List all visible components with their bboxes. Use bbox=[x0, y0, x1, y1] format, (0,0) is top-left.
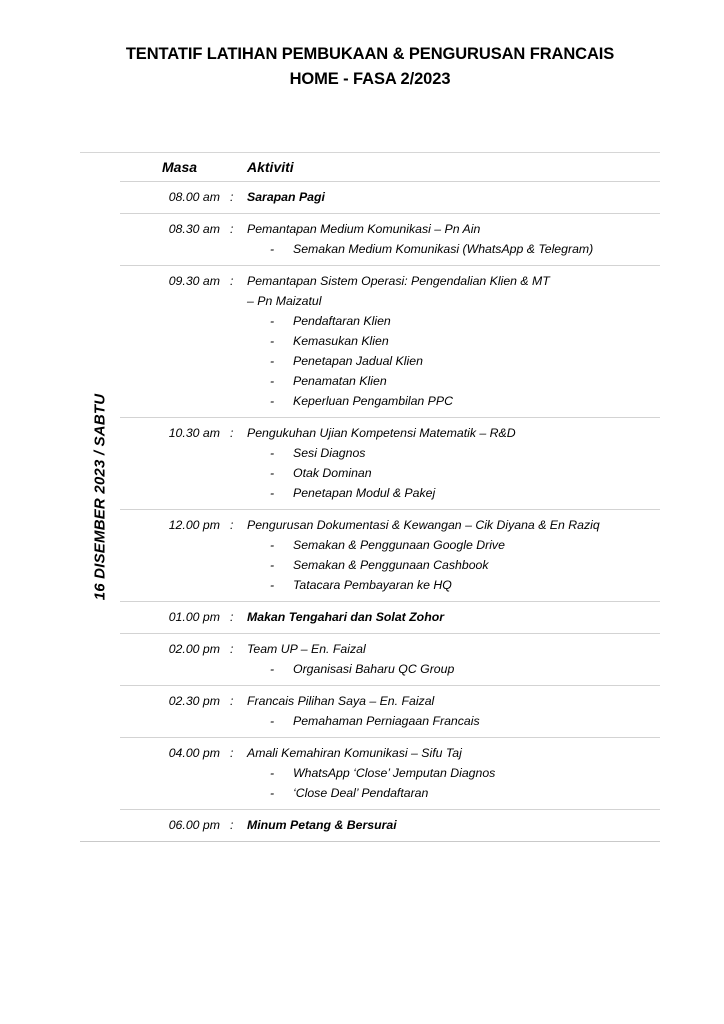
sub-item-label: Pemahaman Perniagaan Francais bbox=[293, 714, 480, 728]
sub-item-label: Penetapan Modul & Pakej bbox=[293, 486, 436, 500]
sub-item-dash-icon: - bbox=[270, 314, 275, 328]
row-sub-items bbox=[247, 443, 660, 503]
row-activity bbox=[247, 815, 660, 835]
table-row bbox=[120, 810, 660, 841]
sub-item-dash-icon: - bbox=[270, 354, 275, 368]
date-label: 16 DISEMBER 2023 / SABTU bbox=[91, 393, 109, 601]
row-sub-items bbox=[247, 763, 660, 803]
table-row bbox=[120, 634, 660, 686]
sub-item-dash-icon: - bbox=[270, 578, 275, 592]
row-time: 04.00 pm bbox=[168, 746, 220, 760]
row-colon: : bbox=[230, 610, 234, 624]
row-activity-title: Minum Petang & Bersurai bbox=[247, 818, 397, 832]
row-activity-continuation: – Pn Maizatul bbox=[247, 294, 322, 308]
row-activity-title: Team UP – En. Faizal bbox=[247, 642, 366, 656]
row-activity bbox=[247, 639, 660, 679]
row-colon: : bbox=[230, 694, 234, 708]
row-activity-title: Pemantapan Medium Komunikasi – Pn Ain bbox=[247, 222, 481, 236]
row-activity bbox=[247, 271, 660, 411]
row-activity bbox=[247, 423, 660, 503]
agenda-table-body bbox=[120, 153, 660, 841]
sub-item-label: Penamatan Klien bbox=[293, 374, 387, 388]
sub-item bbox=[247, 711, 660, 731]
table-header-row bbox=[120, 153, 660, 182]
table-row bbox=[120, 266, 660, 418]
table-row bbox=[120, 602, 660, 634]
sub-item-dash-icon: - bbox=[270, 242, 275, 256]
sub-item-dash-icon: - bbox=[270, 446, 275, 460]
row-activity bbox=[247, 743, 660, 803]
row-colon: : bbox=[230, 746, 234, 760]
row-activity bbox=[247, 691, 660, 731]
row-time: 02.00 pm bbox=[168, 642, 220, 656]
sub-item-label: Pendaftaran Klien bbox=[293, 314, 391, 328]
row-activity-title: Pengurusan Dokumentasi & Kewangan – Cik Diyana & En Raziq bbox=[247, 518, 600, 532]
sub-item-label: Organisasi Baharu QC Group bbox=[293, 662, 455, 676]
row-activity-title: Francais Pilihan Saya – En. Faizal bbox=[247, 694, 435, 708]
row-activity bbox=[247, 187, 660, 207]
sub-item-label: Keperluan Pengambilan PPC bbox=[293, 394, 453, 408]
row-sub-items bbox=[247, 711, 660, 731]
row-activity-title: Pemantapan Sistem Operasi: Pengendalian Klien & MT bbox=[247, 274, 550, 288]
row-time: 01.00 pm bbox=[168, 610, 220, 624]
sub-item-dash-icon: - bbox=[270, 486, 275, 500]
row-activity-title: Makan Tengahari dan Solat Zohor bbox=[247, 610, 445, 624]
sub-item-dash-icon: - bbox=[270, 786, 275, 800]
sub-item-label: ‘Close Deal’ Pendaftaran bbox=[293, 786, 429, 800]
sub-item-label: Semakan & Penggunaan Cashbook bbox=[293, 558, 489, 572]
sub-item bbox=[247, 783, 660, 803]
page-title bbox=[80, 42, 660, 92]
row-colon: : bbox=[230, 818, 234, 832]
sub-item bbox=[247, 535, 660, 555]
sub-item-dash-icon: - bbox=[270, 538, 275, 552]
row-activity-title: Sarapan Pagi bbox=[247, 190, 325, 204]
row-time: 10.30 am bbox=[168, 426, 220, 440]
sub-item-dash-icon: - bbox=[270, 374, 275, 388]
table-row bbox=[120, 738, 660, 810]
row-time: 08.30 am bbox=[168, 222, 220, 236]
agenda-table bbox=[80, 152, 660, 842]
sub-item bbox=[247, 331, 660, 351]
row-colon: : bbox=[230, 222, 234, 236]
row-time: 09.30 am bbox=[168, 274, 220, 288]
sub-item bbox=[247, 463, 660, 483]
sub-item bbox=[247, 483, 660, 503]
table-row bbox=[120, 686, 660, 738]
row-time: 12.00 pm bbox=[168, 518, 220, 532]
sub-item-label: Semakan Medium Komunikasi (WhatsApp & Telegram) bbox=[293, 242, 594, 256]
row-time: 06.00 pm bbox=[168, 818, 220, 832]
sub-item-dash-icon: - bbox=[270, 714, 275, 728]
row-activity bbox=[247, 219, 660, 259]
column-header-masa: Masa bbox=[162, 159, 198, 175]
sub-item bbox=[247, 391, 660, 411]
row-sub-items bbox=[247, 535, 660, 595]
sub-item-label: Semakan & Penggunaan Google Drive bbox=[293, 538, 505, 552]
row-colon: : bbox=[230, 274, 234, 288]
sub-item-dash-icon: - bbox=[270, 558, 275, 572]
row-colon: : bbox=[230, 642, 234, 656]
row-activity bbox=[247, 607, 660, 627]
sub-item bbox=[247, 351, 660, 371]
sub-item-label: Sesi Diagnos bbox=[293, 446, 366, 460]
sub-item bbox=[247, 311, 660, 331]
row-activity-title: Pengukuhan Ujian Kompetensi Matematik – R&D bbox=[247, 426, 516, 440]
sub-item-dash-icon: - bbox=[270, 766, 275, 780]
page-title-line-1: TENTATIF LATIHAN PEMBUKAAN & PENGURUSAN FRANCAIS bbox=[125, 45, 615, 63]
row-sub-items bbox=[247, 239, 660, 259]
row-colon: : bbox=[230, 518, 234, 532]
row-colon: : bbox=[230, 426, 234, 440]
row-time: 02.30 pm bbox=[168, 694, 220, 708]
sub-item bbox=[247, 555, 660, 575]
date-column bbox=[80, 153, 120, 841]
table-row bbox=[120, 510, 660, 602]
sub-item-dash-icon: - bbox=[270, 466, 275, 480]
table-row bbox=[120, 182, 660, 214]
table-rows-host bbox=[120, 182, 660, 841]
row-activity bbox=[247, 515, 660, 595]
sub-item bbox=[247, 371, 660, 391]
row-colon: : bbox=[230, 190, 234, 204]
sub-item-label: Kemasukan Klien bbox=[293, 334, 389, 348]
row-sub-items bbox=[247, 311, 660, 411]
sub-item bbox=[247, 443, 660, 463]
sub-item-label: WhatsApp ‘Close’ Jemputan Diagnos bbox=[293, 766, 496, 780]
table-row bbox=[120, 418, 660, 510]
sub-item bbox=[247, 239, 660, 259]
sub-item bbox=[247, 659, 660, 679]
sub-item-label: Tatacara Pembayaran ke HQ bbox=[293, 578, 452, 592]
sub-item-dash-icon: - bbox=[270, 662, 275, 676]
sub-item bbox=[247, 575, 660, 595]
sub-item bbox=[247, 763, 660, 783]
sub-item-dash-icon: - bbox=[270, 394, 275, 408]
row-sub-items bbox=[247, 659, 660, 679]
column-header-aktiviti: Aktiviti bbox=[247, 159, 294, 175]
row-activity-title: Amali Kemahiran Komunikasi – Sifu Taj bbox=[247, 746, 462, 760]
sub-item-label: Otak Dominan bbox=[293, 466, 372, 480]
sub-item-dash-icon: - bbox=[270, 334, 275, 348]
sub-item-label: Penetapan Jadual Klien bbox=[293, 354, 423, 368]
page-title-line-2: HOME - FASA 2/2023 bbox=[289, 70, 451, 88]
row-time: 08.00 am bbox=[168, 190, 220, 204]
table-row bbox=[120, 214, 660, 266]
